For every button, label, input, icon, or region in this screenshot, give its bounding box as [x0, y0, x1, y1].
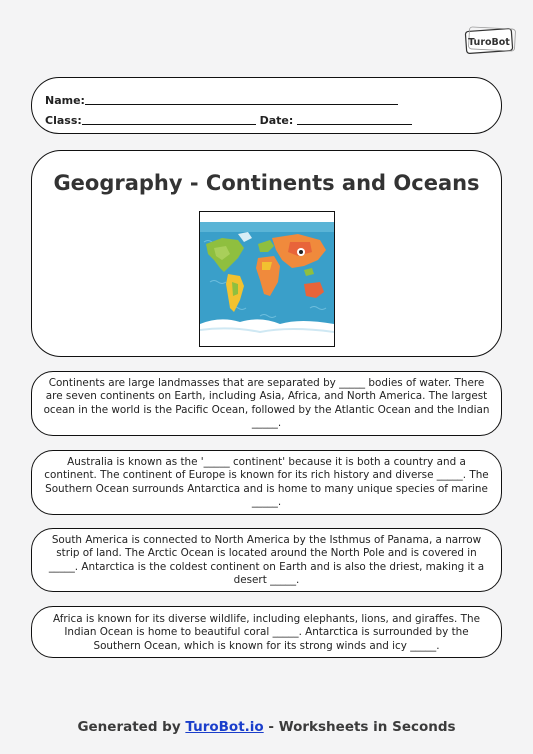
- paragraph-text-3: South America is connected to North America by the Isthmus of Panama, a narrow strip of land. The Arctic Ocean is located around the North Pole and is covered in _____. Antarctica is the coldest continent on Earth and is also the driest, making it a desert _____.: [48, 534, 485, 586]
- footer-suffix: - Worksheets in Seconds: [263, 719, 456, 735]
- date-field[interactable]: [297, 114, 412, 125]
- student-info-card: [31, 77, 502, 134]
- class-label: Class:: [45, 114, 82, 127]
- logo-text: TuroBot: [468, 37, 510, 48]
- footer-prefix: Generated by: [77, 719, 186, 735]
- name-field[interactable]: [85, 94, 398, 105]
- footer: [0, 719, 533, 735]
- paragraph-text-4: Africa is known for its diverse wildlife, including elephants, lions, and giraffes. The Indian Ocean is home to beautiful coral _____. Antarctica is surrounded by the Southern Ocean, which is known for its strong winds and icy _____.: [53, 613, 480, 652]
- name-label: Name:: [45, 94, 85, 107]
- paragraph-card-3: [31, 528, 502, 592]
- class-date-row: [45, 114, 412, 127]
- date-label: Date:: [259, 114, 294, 127]
- class-field[interactable]: [82, 114, 256, 125]
- paragraph-card-2: [31, 450, 502, 515]
- name-row: [45, 94, 398, 107]
- turobot-logo: [463, 25, 517, 57]
- paragraph-text-1: Continents are large landmasses that are separated by _____ bodies of water. There are seven continents on Earth, including Asia, Africa, and North America. The largest ocean in the world is the Pacific Ocean, followed by the Atlantic Ocean and the Indian _____.: [43, 377, 490, 429]
- turobot-link[interactable]: TuroBot.io: [185, 719, 264, 735]
- paragraph-card-1: [31, 371, 502, 436]
- title-card: [31, 150, 502, 357]
- worksheet-title: Geography - Continents and Oceans: [53, 171, 480, 195]
- world-map-image: [199, 211, 335, 347]
- paragraph-card-4: [31, 606, 502, 658]
- paragraph-text-2: Australia is known as the '_____ continent' because it is both a country and a continent. The continent of Europe is known for its rich history and diverse _____. The Southern Ocean surrounds Antarctica and is home to many unique species of marine _____.: [44, 456, 489, 508]
